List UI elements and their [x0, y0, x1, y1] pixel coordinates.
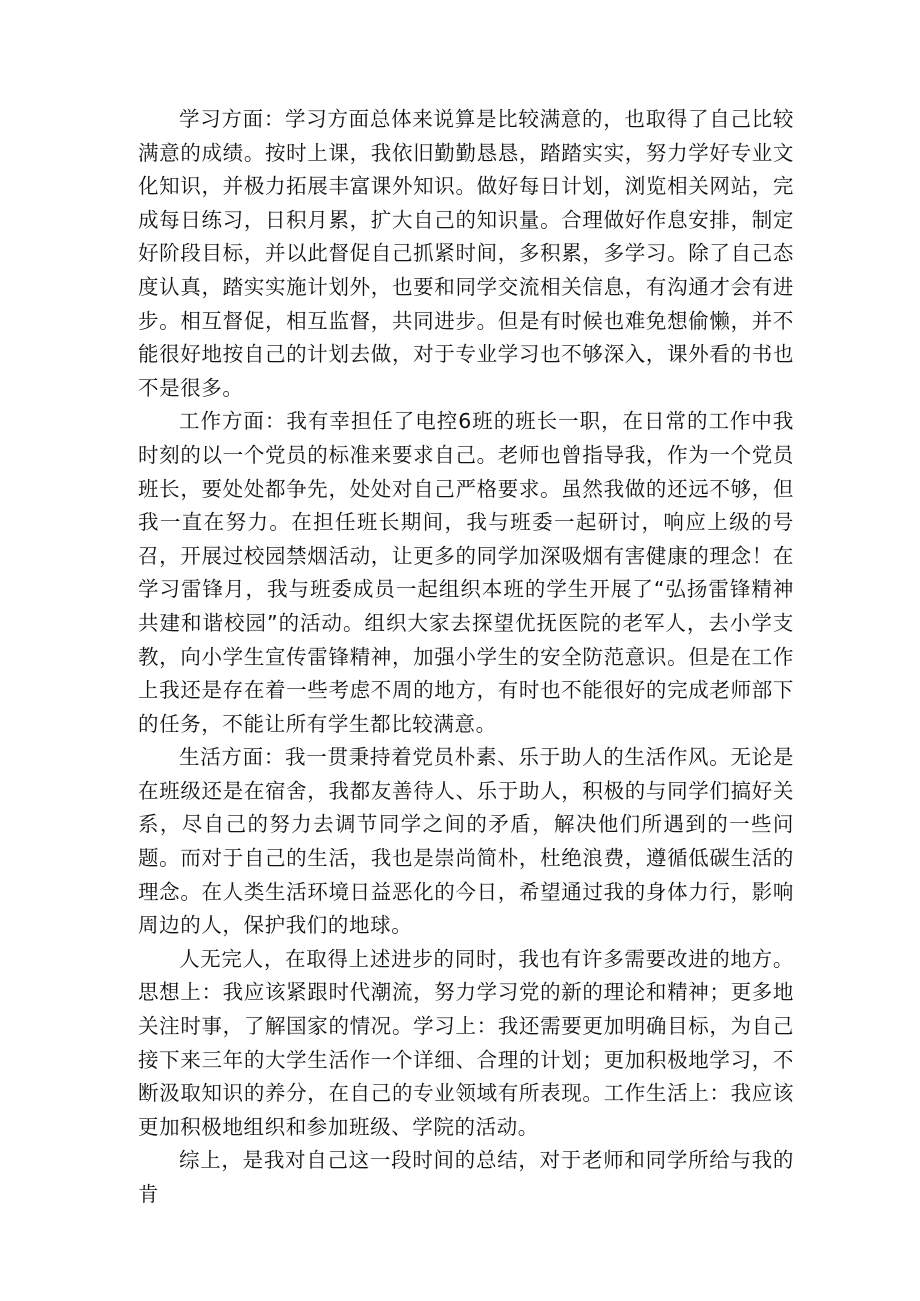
paragraph-improvement: 人无完人，在取得上述进步的同时，我也有许多需要改进的地方。思想上：我应该紧跟时代潮流，努力学习党的新的理论和精神；更多地关注时事，了解国家的情况。学习上：我还需要更加明确目标，为自己接下来三年的大学生活作一个详细、合理的计划；更加积极地学习，不断汲取知识的养分，在自己的专业领域有所表现。工作生活上：我应该更加积极地组织和参加班级、学院的活动。	[138, 946, 794, 1139]
paragraph-study: 学习方面：学习方面总体来说算是比较满意的，也取得了自己比较满意的成绩。按时上课，我依旧勤勤恳恳，踏踏实实，努力学好专业文化知识，并极力拓展丰富课外知识。做好每日计划，浏览相关网站，完成每日练习，日积月累，扩大自己的知识量。合理做好作息安排，制定好阶段目标，并以此督促自己抓紧时间，多积累，多学习。除了自己态度认真，踏实实施计划外，也要和同学交流相关信息，有沟通才会有进步。相互督促，相互监督，共同进步。但是有时候也难免想偷懒，并不能很好地按自己的计划去做，对于专业学习也不够深入，课外看的书也不是很多。	[138, 107, 794, 400]
document-body	[138, 103, 794, 1212]
paragraph-summary: 综上，是我对自己这一段时间的总结，对于老师和同学所给与我的肯	[138, 1148, 794, 1206]
paragraph-work: 工作方面：我有幸担任了电控6班的班长一职，在日常的工作中我时刻的以一个党员的标准来要求自己。老师也曾指导我，作为一个党员班长，要处处都争先，处处对自己严格要求。虽然我做的还远不够，但我一直在努力。在担任班长期间，我与班委一起研讨，响应上级的号召，开展过校园禁烟活动，让更多的同学加深吸烟有害健康的理念！在学习雷锋月，我与班委成员一起组织本班的学生开展了“弘扬雷锋精神共建和谐校园”的活动。组织大家去探望优抚医院的老军人，去小学支教，向小学生宣传雷锋精神，加强小学生的安全防范意识。但是在工作上我还是存在着一些考虑不周的地方，有时也不能很好的完成老师部下的任务，不能让所有学生都比较满意。	[138, 409, 794, 736]
paragraph-life: 生活方面：我一贯秉持着党员朴素、乐于助人的生活作风。无论是在班级还是在宿舍，我都友善待人、乐于助人，积极的与同学们搞好关系，尽自己的努力去调节同学之间的矛盾，解决他们所遇到的一些问题。而对于自己的生活，我也是崇尚简朴，杜绝浪费，遵循低碳生活的理念。在人类生活环境日益恶化的今日，希望通过我的身体力行，影响周边的人，保护我们的地球。	[138, 745, 794, 938]
